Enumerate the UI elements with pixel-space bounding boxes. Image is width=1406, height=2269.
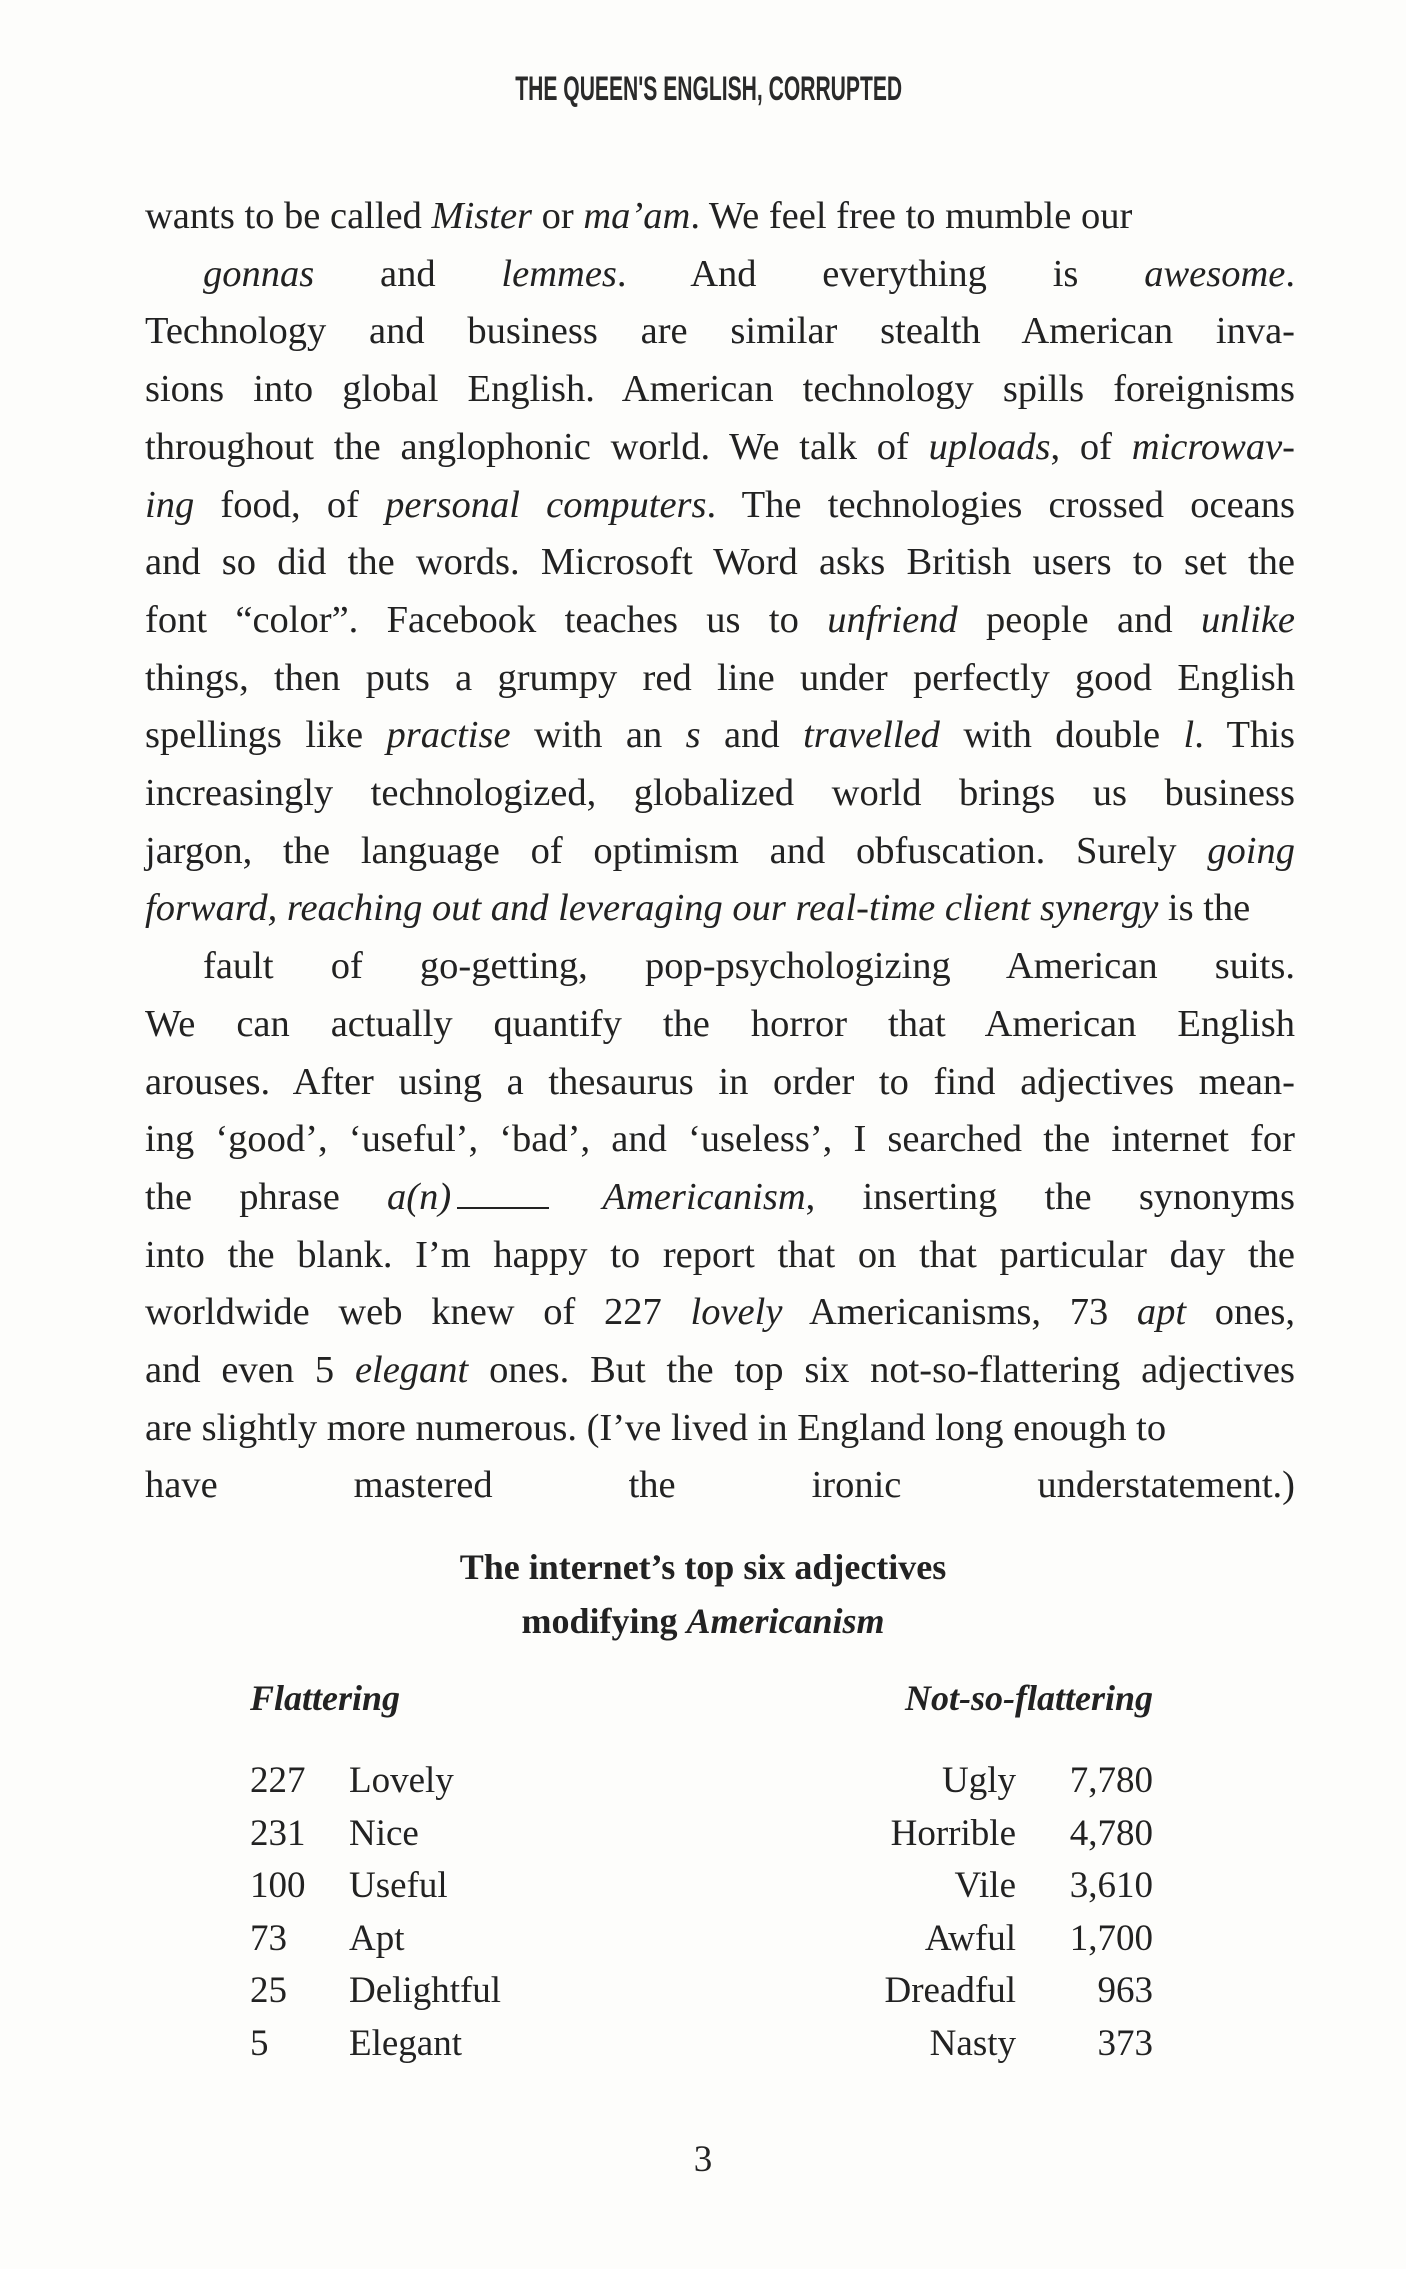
- text-line: [145, 1054, 1295, 1112]
- italic-text: lovely: [690, 1291, 783, 1334]
- blank-underline: [457, 1179, 549, 1209]
- text: fault of go-getting, pop-psychologizing American suits.: [203, 945, 1295, 988]
- italic-text: practise: [386, 714, 511, 757]
- caption-line-2: [0, 1594, 1406, 1648]
- count: 100: [250, 1865, 306, 1906]
- text-line: [145, 1111, 1295, 1169]
- text: , inserting the synonyms: [805, 1175, 1295, 1218]
- adjective: Nice: [349, 1812, 419, 1854]
- text: wants to be called: [145, 195, 432, 237]
- table-row: [250, 1913, 650, 1966]
- italic-text: Americanism: [602, 1175, 806, 1218]
- text: with an: [510, 714, 686, 757]
- text: and even 5: [145, 1349, 355, 1392]
- italic-text: microwav-: [1131, 425, 1295, 468]
- adjective: Lovely: [349, 1760, 454, 1801]
- column-header-not-so-flattering: Not-so-flattering: [905, 1678, 1153, 1718]
- text: font “color”. Facebook teaches us to: [145, 598, 828, 641]
- italic-text: uploads: [928, 425, 1051, 468]
- text: . And everything is: [616, 252, 1145, 295]
- text: are slightly more numerous. (I’ve lived in England long enough to: [145, 1406, 1167, 1449]
- not-so-flattering-table: [700, 1755, 1153, 2070]
- text: and so did the words. Microsoft Word asks British users to set the: [145, 541, 1295, 584]
- text: arouses. After using a thesaurus in order to find adjectives mean-: [145, 1060, 1295, 1103]
- table-row: [700, 1965, 1153, 2018]
- text: .: [1285, 252, 1295, 295]
- count: 231: [250, 1812, 306, 1854]
- text: worldwide web knew of 227: [145, 1291, 691, 1334]
- text: Technology and business are similar stealth American inva-: [145, 310, 1295, 353]
- text-line: [145, 1342, 1295, 1400]
- text: . The technologies crossed oceans: [706, 483, 1295, 526]
- table-row: [250, 1860, 650, 1913]
- text-line: [145, 1457, 1295, 1515]
- adjective: Delightful: [349, 1970, 502, 2011]
- text-line: [145, 880, 1295, 938]
- italic-text: unlike: [1200, 598, 1296, 641]
- text-line: [145, 1284, 1295, 1342]
- text: with double: [939, 714, 1184, 757]
- flattering-table: [250, 1755, 650, 2070]
- text-line: [145, 1227, 1295, 1285]
- count: 3,610: [1069, 1865, 1153, 1906]
- adjective: Dreadful: [884, 1970, 1016, 2011]
- table-row: [250, 1755, 650, 1808]
- text: sions into global English. American technology spills foreignisms: [145, 368, 1295, 411]
- count: 373: [1097, 2022, 1153, 2064]
- table-row: [700, 1808, 1153, 1861]
- italic-text: unfriend: [827, 598, 958, 641]
- adjective: Awful: [924, 1917, 1016, 1959]
- text: into the blank. I’m happy to report that on that particular day the: [145, 1233, 1295, 1276]
- text: the phrase: [145, 1175, 388, 1218]
- italic-text: ma’am: [583, 195, 691, 237]
- italic-text: personal computers: [385, 483, 707, 526]
- table-caption: [0, 1540, 1406, 1648]
- table-row: [250, 1965, 650, 2018]
- text: and: [700, 714, 804, 757]
- text-line: [145, 534, 1295, 592]
- text: , of: [1050, 425, 1132, 468]
- table-row: [250, 2018, 650, 2071]
- text: and: [314, 252, 502, 295]
- text-line: [145, 246, 1295, 304]
- text: ing ‘good’, ‘useful’, ‘bad’, and ‘useless’, I searched the internet for: [145, 1118, 1295, 1161]
- count: 25: [250, 1970, 287, 2011]
- count: 73: [250, 1917, 287, 1959]
- table-row: [250, 1808, 650, 1861]
- text: or: [532, 195, 584, 237]
- adjective: Vile: [954, 1865, 1016, 1906]
- text-line: [145, 592, 1295, 650]
- text-line: [145, 303, 1295, 361]
- text: people and: [957, 598, 1201, 641]
- table-row: [700, 2018, 1153, 2071]
- italic-text: Mister: [431, 195, 533, 237]
- count: 4,780: [1069, 1812, 1153, 1854]
- table-row: [700, 1755, 1153, 1808]
- italic-text: a(n): [387, 1175, 452, 1218]
- text: is the: [1158, 887, 1251, 930]
- text-line: [145, 361, 1295, 419]
- text: . We feel free to mumble our: [690, 195, 1133, 237]
- text: have mastered the ironic understatement.): [145, 1464, 1295, 1507]
- text-line: [145, 477, 1295, 535]
- caption-line-1: The internet’s top six adjectives: [459, 1547, 947, 1587]
- italic-text: forward, reaching out and leveraging our real-time client synergy: [145, 887, 1159, 930]
- count: 5: [250, 2022, 269, 2064]
- adjective: Nasty: [929, 2022, 1016, 2064]
- adjective: Apt: [349, 1917, 405, 1959]
- adjective: Ugly: [942, 1760, 1016, 1801]
- italic-text: gonnas: [203, 252, 315, 295]
- italic-text: ing: [145, 483, 195, 526]
- text-line: [145, 419, 1295, 477]
- text: ones,: [1186, 1291, 1295, 1334]
- text: jargon, the language of optimism and obfuscation. Surely: [145, 829, 1208, 872]
- text-line: [145, 996, 1295, 1054]
- text-line: [145, 1169, 1295, 1227]
- text-line: [145, 1400, 1295, 1458]
- text: Americanisms, 73: [782, 1291, 1137, 1334]
- italic-text: travelled: [803, 714, 940, 757]
- count: 963: [1097, 1970, 1153, 2011]
- running-head: THE QUEEN'S ENGLISH, CORRUPTED: [515, 70, 903, 108]
- text: ones. But the top six not-so-flattering adjectives: [468, 1349, 1295, 1392]
- text-line: [145, 765, 1295, 823]
- page-number: 3: [693, 2139, 713, 2180]
- text-line: [145, 823, 1295, 881]
- text: We can actually quantify the horror that American English: [145, 1002, 1295, 1045]
- table-row: [700, 1913, 1153, 1966]
- text-line: [145, 938, 1295, 996]
- text: food, of: [194, 483, 386, 526]
- text: things, then puts a grumpy red line under perfectly good English: [145, 656, 1295, 699]
- text: . This: [1194, 714, 1295, 757]
- italic-text: going: [1207, 829, 1295, 872]
- italic-text: awesome: [1144, 252, 1286, 295]
- italic-text: apt: [1136, 1291, 1187, 1334]
- caption-italic: Americanism: [686, 1601, 885, 1641]
- adjective: Elegant: [349, 2022, 463, 2064]
- adjective: Useful: [349, 1865, 448, 1906]
- count: 227: [250, 1760, 306, 1801]
- text-line: [145, 188, 1295, 246]
- table-row: [700, 1860, 1153, 1913]
- text: increasingly technologized, globalized world brings us business: [145, 772, 1295, 815]
- italic-text: l: [1183, 714, 1195, 757]
- body-text: [145, 188, 1295, 1515]
- text-line: [145, 650, 1295, 708]
- column-header-flattering: Flattering: [250, 1678, 401, 1718]
- text-line: [145, 707, 1295, 765]
- text: spellings like: [145, 714, 387, 757]
- italic-text: s: [685, 714, 701, 757]
- count: 1,700: [1069, 1917, 1153, 1959]
- text: throughout the anglophonic world. We talk of: [145, 425, 929, 468]
- italic-text: lemmes: [501, 252, 617, 295]
- italic-text: elegant: [354, 1349, 469, 1392]
- adjective: Horrible: [890, 1812, 1016, 1854]
- count: 7,780: [1069, 1760, 1153, 1801]
- caption-prefix: modifying: [521, 1601, 687, 1641]
